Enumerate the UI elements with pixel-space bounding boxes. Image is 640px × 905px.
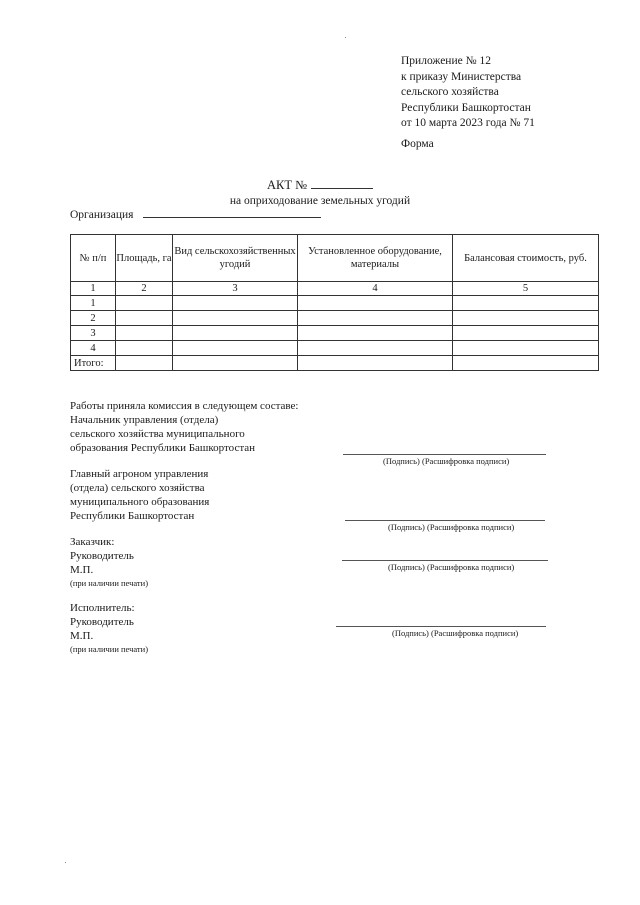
- contractor-signature-line: [336, 626, 546, 627]
- agronomist-signature-line: [345, 520, 545, 521]
- contractor-block: [70, 601, 148, 655]
- table-cell: [116, 326, 173, 341]
- signature-caption: (Подпись) (Расшифровка подписи): [388, 562, 515, 572]
- agronomist-line: муниципального образования: [70, 496, 210, 508]
- table-cell: [453, 311, 599, 326]
- row-number: 1: [71, 296, 116, 311]
- table-cell: [116, 311, 173, 326]
- head-line: Начальник управления (отдела): [70, 414, 219, 426]
- header-area: Площадь, га: [116, 235, 173, 282]
- table-row: [71, 341, 599, 356]
- table-cell: [453, 341, 599, 356]
- table-cell: [453, 296, 599, 311]
- contractor-stamp-note: (при наличии печати): [70, 644, 149, 654]
- customer-stamp: М.П.: [70, 564, 94, 576]
- table-cell: [173, 311, 298, 326]
- column-number: 1: [71, 282, 116, 296]
- table-row: [71, 296, 599, 311]
- signature-caption: (Подпись) (Расшифровка подписи): [392, 628, 519, 638]
- appendix-line: Приложение № 12: [401, 55, 491, 67]
- act-title-row: [0, 178, 640, 193]
- appendix-block: [401, 54, 535, 132]
- table-cell: [298, 341, 453, 356]
- table-cell: [453, 356, 599, 371]
- customer-signature-line: [342, 560, 548, 561]
- column-number: 2: [116, 282, 173, 296]
- table-cell: [298, 296, 453, 311]
- customer-label: Заказчик:: [70, 536, 115, 548]
- head-line: образования Республики Башкортостан: [70, 442, 256, 454]
- column-number: 3: [173, 282, 298, 296]
- customer-stamp-note: (при наличии печати): [70, 578, 149, 588]
- table-cell: [116, 356, 173, 371]
- customer-role: Руководитель: [70, 550, 134, 562]
- table-cell: [298, 356, 453, 371]
- agronomist-line: (отдела) сельского хозяйства: [70, 482, 205, 494]
- column-number: 4: [298, 282, 453, 296]
- form-label: Форма: [401, 138, 434, 150]
- agronomist-line: Республики Башкортостан: [70, 510, 195, 522]
- appendix-line: от 10 марта 2023 года № 71: [401, 117, 535, 129]
- row-number: 4: [71, 341, 116, 356]
- commission-block: [70, 399, 299, 455]
- table-cell: [298, 326, 453, 341]
- table-cell: [116, 341, 173, 356]
- column-number-row: [71, 282, 599, 296]
- table-cell: [173, 356, 298, 371]
- row-number: 3: [71, 326, 116, 341]
- act-number-blank: [311, 178, 373, 189]
- scan-speck: [65, 862, 66, 863]
- table-total-row: [71, 356, 599, 371]
- table-cell: [298, 311, 453, 326]
- act-title: АКТ №: [266, 178, 308, 192]
- scan-speck: [345, 37, 346, 38]
- appendix-line: сельского хозяйства: [401, 86, 499, 98]
- table-cell: [116, 296, 173, 311]
- contractor-label: Исполнитель:: [70, 602, 135, 614]
- contractor-role: Руководитель: [70, 616, 134, 628]
- appendix-line: Республики Башкортостан: [401, 101, 531, 114]
- total-label: Итого:: [71, 356, 116, 371]
- table-cell: [173, 341, 298, 356]
- table-cell: [173, 296, 298, 311]
- signature-caption: (Подпись) (Расшифровка подписи): [388, 522, 515, 532]
- organization-label: Организация: [70, 209, 134, 221]
- table-row: [71, 311, 599, 326]
- organization-row: [70, 208, 321, 221]
- head-signature-line: [343, 454, 546, 455]
- row-number: 2: [71, 311, 116, 326]
- act-subtitle: на оприходование земельных угодий: [229, 195, 411, 207]
- agronomist-line: Главный агроном управления: [70, 468, 209, 480]
- table-row: [71, 326, 599, 341]
- contractor-stamp: М.П.: [70, 630, 94, 642]
- land-table: [70, 234, 599, 371]
- organization-blank: [143, 208, 321, 218]
- agronomist-block: [70, 467, 209, 523]
- header-land-type: Вид сельскохозяйственных угодий: [173, 235, 298, 282]
- table-cell: [173, 326, 298, 341]
- appendix-line: к приказу Министерства: [401, 70, 522, 83]
- customer-block: [70, 535, 148, 589]
- table-cell: [453, 326, 599, 341]
- column-number: 5: [453, 282, 599, 296]
- commission-intro: Работы приняла комиссия в следующем составе:: [70, 400, 299, 412]
- head-line: сельского хозяйства муниципального: [70, 428, 245, 440]
- signature-caption: (Подпись) (Расшифровка подписи): [383, 456, 510, 466]
- header-balance-value: Балансовая стоимость, руб.: [453, 235, 599, 282]
- header-number: № п/п: [71, 235, 116, 282]
- table-header-row: [71, 235, 599, 282]
- header-equipment: Установленное оборудование, материалы: [298, 235, 453, 282]
